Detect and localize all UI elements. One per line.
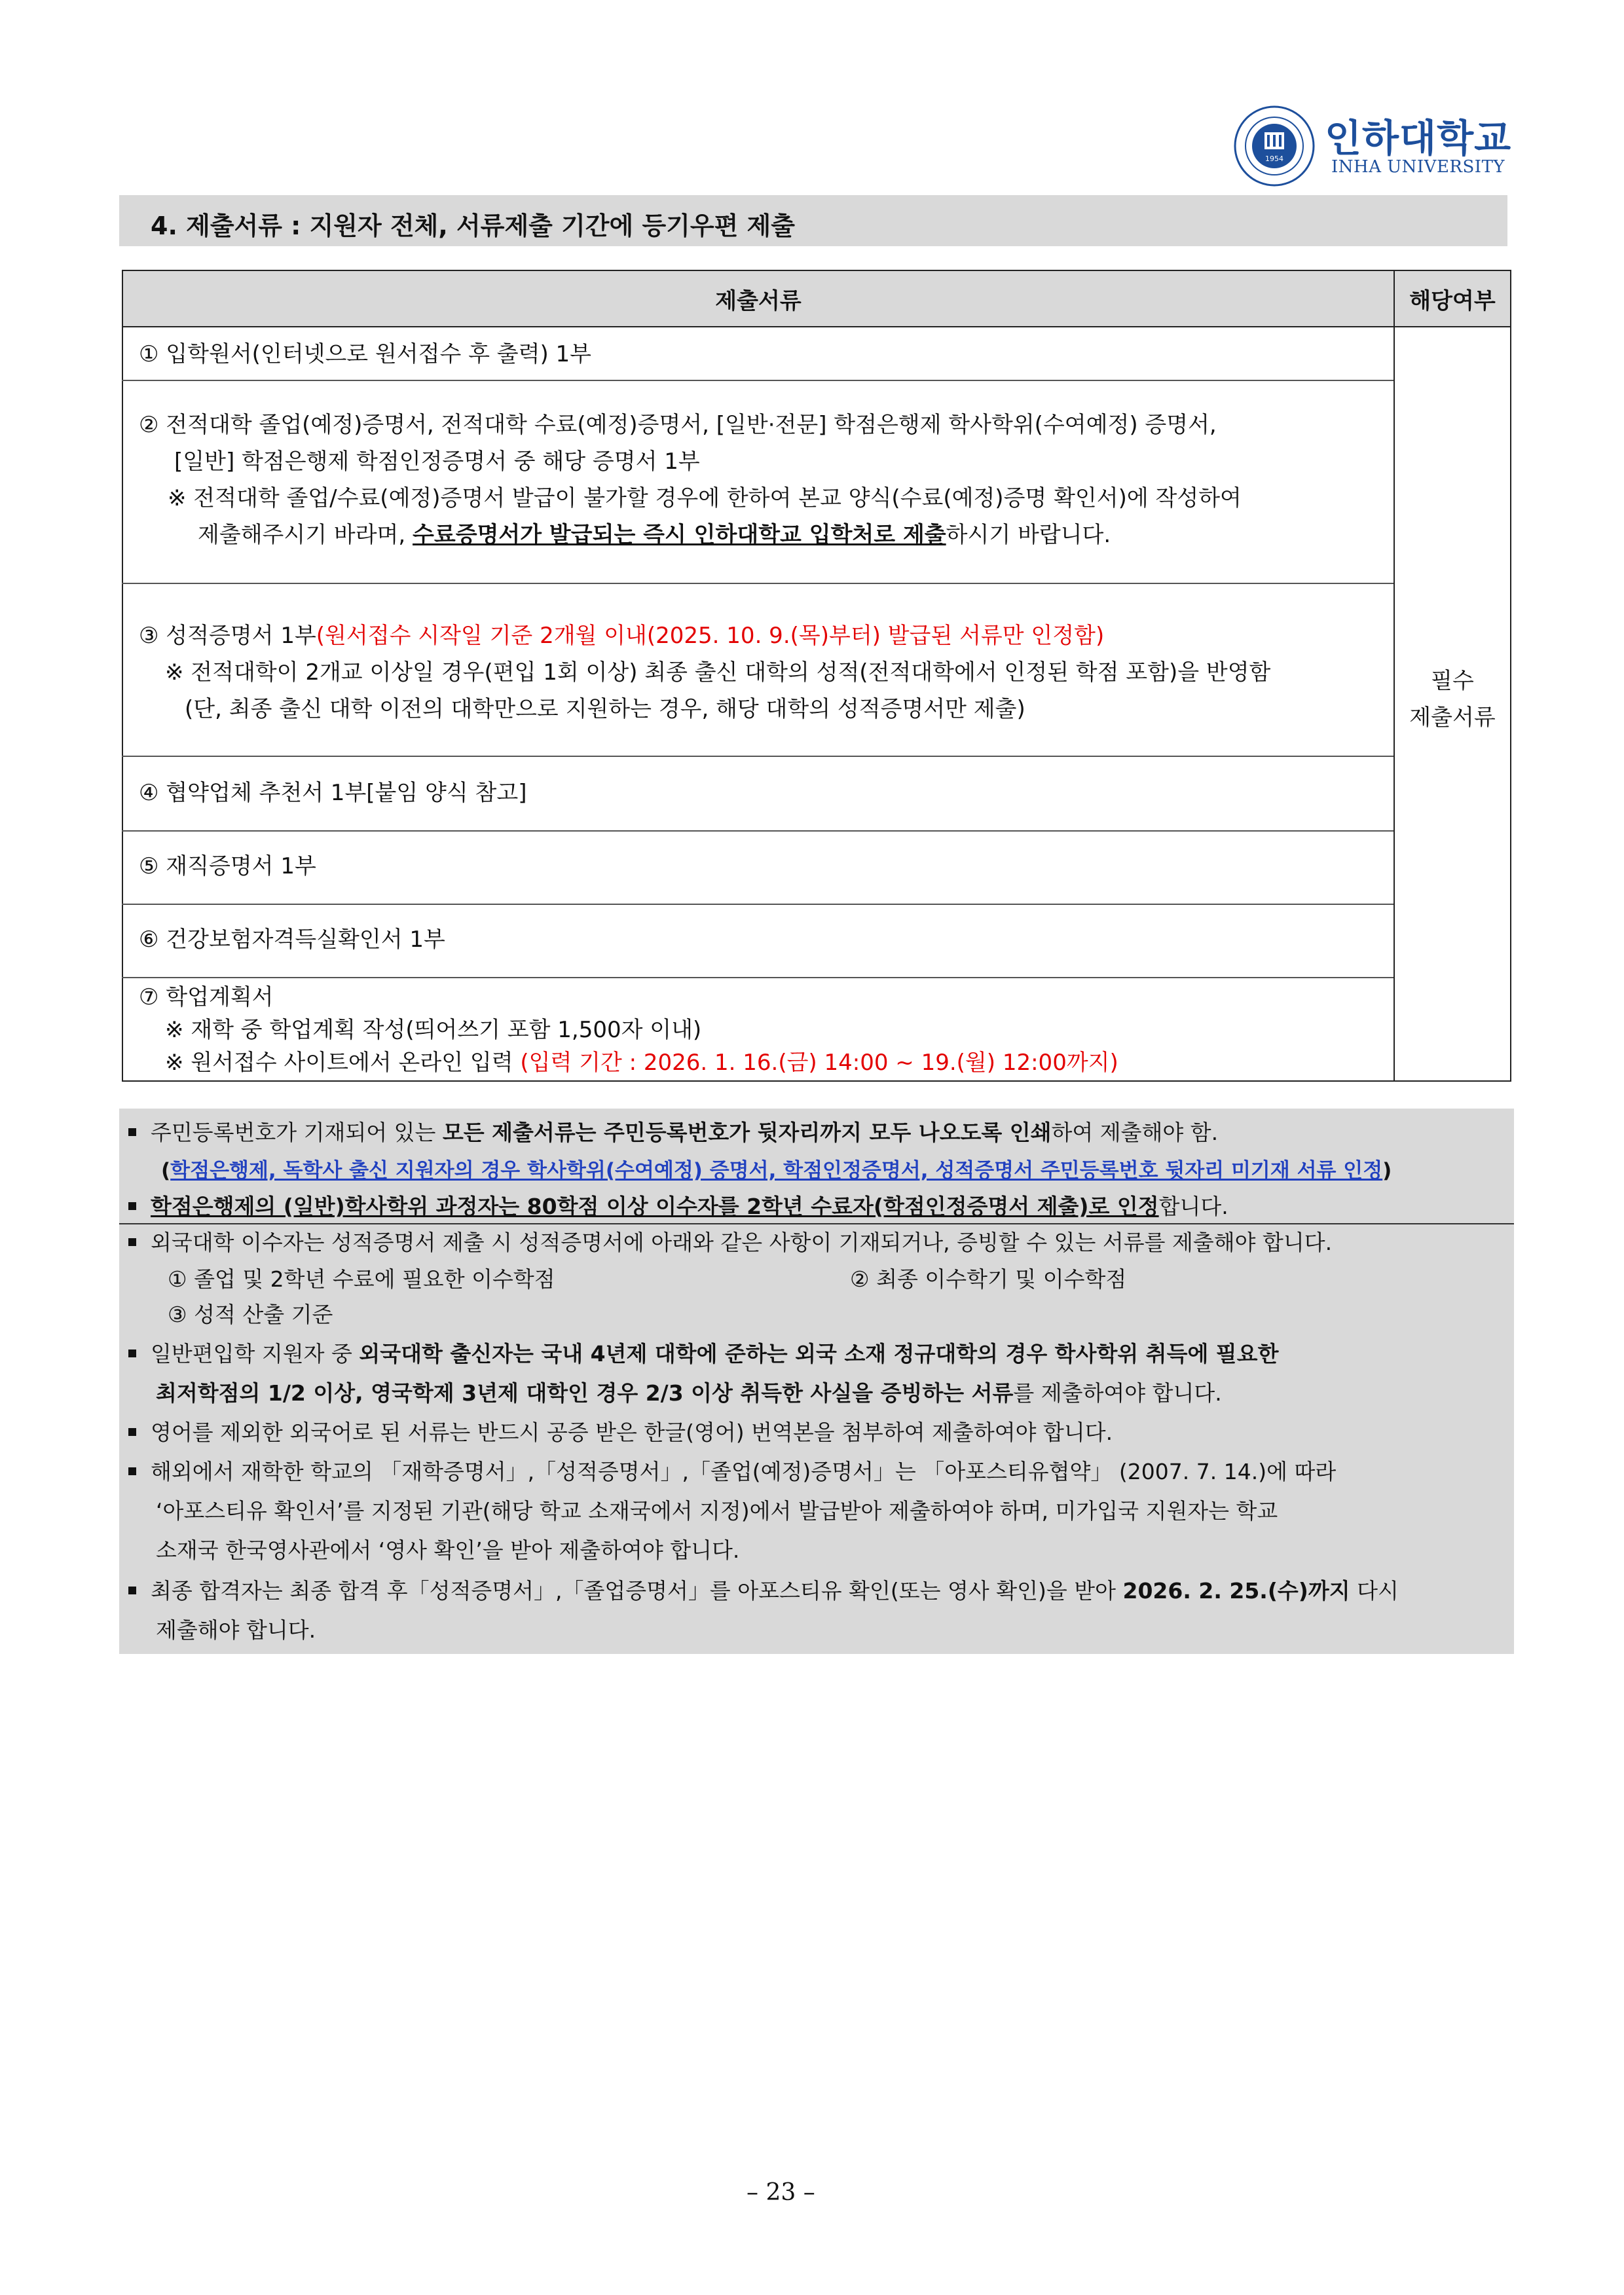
row-7-note-1: ※ 재학 중 학업계획 작성(띄어쓰기 포함 1,500자 이내) <box>165 1017 702 1043</box>
row-4-text: ④ 협약업체 추천서 1부[붙임 양식 참고] <box>139 780 527 806</box>
row-2-note-1: ※ 전적대학 졸업/수료(예정)증명서 발급이 불가할 경우에 한하여 본교 양식(수료(예정)증명 확인서)에 작성하여 <box>168 485 1242 511</box>
note-6-line-3: 소재국 한국영사관에서 ‘영사 확인’을 받아 제출하여야 합니다. <box>156 1537 740 1563</box>
bullet-square-icon <box>128 1202 136 1210</box>
documents-table <box>122 270 1511 1082</box>
university-logo <box>1233 105 1521 190</box>
row-3-note-2: (단, 최종 출신 대학 이전의 대학만으로 지원하는 경우, 해당 대학의 성적증명서만 제출) <box>185 696 1025 722</box>
exception-notice: 학점은행제, 독학사 출신 지원자의 경우 학사학위(수여예정) 증명서, 학점인정증명서, 성적증명서 주민등록번호 뒷자리 미기재 서류 인정 <box>170 1159 1383 1183</box>
header-applicability: 해당여부 <box>1395 271 1510 326</box>
svg-text:1954: 1954 <box>1265 155 1283 163</box>
header-documents: 제출서류 <box>123 271 1393 326</box>
row-7-note-2: ※ 원서접수 사이트에서 온라인 입력 (입력 기간 : 2026. 1. 16.(금) 14:00 ~ 19.(월) 12:00까지) <box>165 1050 1118 1076</box>
row-divider <box>122 380 1393 381</box>
submit-emphasis: 수료증명서가 발급되는 즉시 인하대학교 입학처로 제출 <box>413 522 946 548</box>
bullet-square-icon <box>128 1467 136 1475</box>
note-7-line-2: 제출해야 합니다. <box>156 1617 316 1643</box>
note-2: 학점은행제의 (일반)학사학위 과정자는 80학점 이상 이수자를 2학년 수료자(학점인정증명서 제출)로 인정합니다. <box>128 1190 1228 1223</box>
section-title: 4. 제출서류 : 지원자 전체, 서류제출 기간에 등기우편 제출 <box>151 211 795 240</box>
note-7: 최종 합격자는 최종 합격 후「성적증명서」,「졸업증명서」를 아포스티유 확인(또는 영사 확인)을 받아 2026. 2. 25.(수)까지 다시 <box>128 1575 1399 1607</box>
row-divider <box>122 977 1393 978</box>
row-divider <box>122 904 1393 905</box>
row-divider <box>122 583 1393 584</box>
note-3: 외국대학 이수자는 성적증명서 제출 시 성적증명서에 아래와 같은 사항이 기재되거나, 증빙할 수 있는 서류를 제출해야 합니다. <box>128 1226 1332 1259</box>
logo-english-text: INHA UNIVERSITY <box>1331 157 1505 177</box>
logo-korean-text: 인하대학교 <box>1325 116 1512 160</box>
bullet-square-icon <box>128 1587 136 1594</box>
note-4: 일반편입학 지원자 중 외국대학 출신자는 국내 4년제 대학에 준하는 외국 소재 정규대학의 경우 학사학위 취득에 필요한 <box>128 1338 1278 1370</box>
input-period-notice: (입력 기간 : 2026. 1. 16.(금) 14:00 ~ 19.(월) 12:00까지) <box>520 1050 1118 1076</box>
note-divider <box>119 1223 1514 1224</box>
page-number: – 23 – <box>747 2179 815 2206</box>
bullet-square-icon <box>128 1128 136 1136</box>
row-2-line-2: [일반] 학점은행제 학점인정증명서 중 해당 증명서 1부 <box>174 449 700 475</box>
note-3-item-2: ② 최종 이수학기 및 이수학점 <box>850 1266 1127 1292</box>
note-3-item-1: ① 졸업 및 2학년 수료에 필요한 이수학점 <box>168 1266 555 1292</box>
row-2-note-2: 제출해주시기 바라며, 수료증명서가 발급되는 즉시 인하대학교 입학처로 제출하시기 바랍니다. <box>198 522 1111 548</box>
header-divider <box>122 326 1511 327</box>
transcript-validity-notice: (원서접수 시작일 기준 2개월 이내(2025. 10. 9.(목)부터) 발급된 서류만 인정함) <box>316 623 1105 649</box>
note-1: 주민등록번호가 기재되어 있는 모든 제출서류는 주민등록번호가 뒷자리까지 모두 나오도록 인쇄하여 제출해야 함. <box>128 1116 1218 1149</box>
row-7-line-1: ⑦ 학업계획서 <box>139 984 274 1010</box>
bullet-square-icon <box>128 1349 136 1357</box>
row-2-line-1: ② 전적대학 졸업(예정)증명서, 전적대학 수료(예정)증명서, [일반·전문] 학점은행제 학사학위(수여예정) 증명서, <box>139 412 1217 438</box>
section-title-bar <box>119 195 1507 246</box>
row-6-text: ⑥ 건강보험자격득실확인서 1부 <box>139 927 445 953</box>
bullet-square-icon <box>128 1238 136 1246</box>
notes-box <box>119 1109 1514 1654</box>
row-5-text: ⑤ 재직증명서 1부 <box>139 853 316 879</box>
note-6: 해외에서 재학한 학교의 「재학증명서」,「성적증명서」,「졸업(예정)증명서」는 「아포스티유협약」 (2007. 7. 14.)에 따라 <box>128 1456 1336 1488</box>
note-1-exception: (학점은행제, 독학사 출신 지원자의 경우 학사학위(수여예정) 증명서, 학점인정증명서, 성적증명서 주민등록번호 뒷자리 미기재 서류 인정) <box>161 1159 1392 1183</box>
bullet-square-icon <box>128 1428 136 1436</box>
note-4-line-2: 최저학점의 1/2 이상, 영국학제 3년제 대학인 경우 2/3 이상 취득한 사실을 증빙하는 서류를 제출하여야 합니다. <box>156 1380 1222 1406</box>
row-3-note-1: ※ 전적대학이 2개교 이상일 경우(편입 1회 이상) 최종 출신 대학의 성적(전적대학에서 인정된 학점 포함)을 반영함 <box>165 659 1271 686</box>
row-divider <box>122 830 1393 832</box>
note-3-item-3: ③ 성적 산출 기준 <box>168 1302 333 1327</box>
required-documents-label: 필수 제출서류 <box>1409 668 1496 731</box>
note-5: 영어를 제외한 외국어로 된 서류는 반드시 공증 받은 한글(영어) 번역본을 첨부하여 제출하여야 합니다. <box>128 1416 1113 1449</box>
row-3-line-1: ③ 성적증명서 1부(원서접수 시작일 기준 2개월 이내(2025. 10. 9.(목)부터) 발급된 서류만 인정함) <box>139 623 1105 649</box>
row-1-text: ① 입학원서(인터넷으로 원서접수 후 출력) 1부 <box>139 341 592 367</box>
row-divider <box>122 756 1393 757</box>
university-seal-icon <box>1233 105 1316 187</box>
note-6-line-2: ‘아포스티유 확인서’를 지정된 기관(해당 학교 소재국에서 지정)에서 발급받아 제출하여야 하며, 미가입국 지원자는 학교 <box>156 1498 1278 1524</box>
